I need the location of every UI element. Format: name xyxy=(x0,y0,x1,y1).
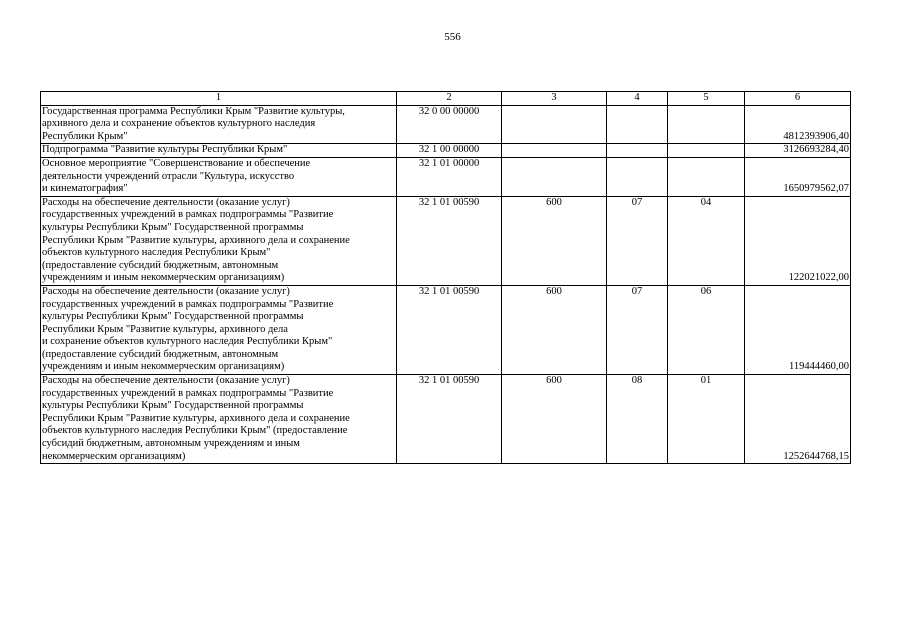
column-header: 6 xyxy=(745,92,851,106)
row-name-cell: Подпрограмма "Развитие культуры Республики Крым" xyxy=(41,144,397,158)
row-expense-type-cell xyxy=(502,144,607,158)
row-section-cell xyxy=(607,144,668,158)
page-number: 556 xyxy=(444,31,461,43)
column-header: 2 xyxy=(397,92,502,106)
table-row xyxy=(41,285,851,374)
row-section-cell xyxy=(607,157,668,196)
row-subsection-cell: 06 xyxy=(668,285,745,374)
table-row xyxy=(41,375,851,464)
row-name-cell: Расходы на обеспечение деятельности (оказание услуг) государственных учреждений в рамках подпрограммы "Развитие культуры Республики Крым" Государственной программы Республики Крым "Развитие культуры, архивного дела и сохранение объектов культурного наследия Республики Крым" (предоставление субсидий бюджетным, автономным учреждениям и иным некоммерческим организациям) xyxy=(41,196,397,285)
table-row xyxy=(41,105,851,144)
column-header: 4 xyxy=(607,92,668,106)
row-subsection-cell xyxy=(668,157,745,196)
row-section-cell: 07 xyxy=(607,196,668,285)
row-amount-cell: 4812393906,40 xyxy=(745,105,851,144)
row-name-cell: Расходы на обеспечение деятельности (оказание услуг) государственных учреждений в рамках подпрограммы "Развитие культуры Республики Крым" Государственной программы Республики Крым "Развитие культуры, архивного дела и сохранение объектов культурного наследия Республики Крым" (предоставление субсидий бюджетным, автономным учреждениям и иным некоммерческим организациям) xyxy=(41,285,397,374)
row-amount-cell: 3126693284,40 xyxy=(745,144,851,158)
row-amount-cell: 122021022,00 xyxy=(745,196,851,285)
row-section-cell xyxy=(607,105,668,144)
row-name-cell: Основное мероприятие "Совершенствование и обеспечение деятельности учреждений отрасли "Культура, искусство и кинематография" xyxy=(41,157,397,196)
column-header: 3 xyxy=(502,92,607,106)
header-row xyxy=(41,92,851,106)
table-row xyxy=(41,196,851,285)
row-subsection-cell xyxy=(668,105,745,144)
row-section-cell: 07 xyxy=(607,285,668,374)
column-header: 5 xyxy=(668,92,745,106)
row-expense-type-cell: 600 xyxy=(502,196,607,285)
table-row xyxy=(41,144,851,158)
row-expense-type-cell xyxy=(502,105,607,144)
column-header: 1 xyxy=(41,92,397,106)
row-name-cell: Государственная программа Республики Крым "Развитие культуры, архивного дела и сохранение объектов культурного наследия Республики Крым" xyxy=(41,105,397,144)
row-amount-cell: 1252644768,15 xyxy=(745,375,851,464)
row-amount-cell: 1650979562,07 xyxy=(745,157,851,196)
table-row xyxy=(41,157,851,196)
row-expense-type-cell: 600 xyxy=(502,375,607,464)
row-code-cell: 32 0 00 00000 xyxy=(397,105,502,144)
row-subsection-cell: 01 xyxy=(668,375,745,464)
row-code-cell: 32 1 01 00590 xyxy=(397,285,502,374)
row-section-cell: 08 xyxy=(607,375,668,464)
row-code-cell: 32 1 01 00590 xyxy=(397,196,502,285)
row-subsection-cell: 04 xyxy=(668,196,745,285)
table-body xyxy=(41,92,851,464)
budget-table xyxy=(40,91,851,464)
row-expense-type-cell xyxy=(502,157,607,196)
row-subsection-cell xyxy=(668,144,745,158)
row-expense-type-cell: 600 xyxy=(502,285,607,374)
row-amount-cell: 119444460,00 xyxy=(745,285,851,374)
row-code-cell: 32 1 01 00590 xyxy=(397,375,502,464)
row-name-cell: Расходы на обеспечение деятельности (оказание услуг) государственных учреждений в рамках подпрограммы "Развитие культуры Республики Крым" Государственной программы Республики Крым "Развитие культуры, архивного дела и сохранение объектов культурного наследия Республики Крым" (предоставление субсидий бюджетным, автономным учреждениям и иным некоммерческим организациям) xyxy=(41,375,397,464)
row-code-cell: 32 1 01 00000 xyxy=(397,157,502,196)
row-code-cell: 32 1 00 00000 xyxy=(397,144,502,158)
